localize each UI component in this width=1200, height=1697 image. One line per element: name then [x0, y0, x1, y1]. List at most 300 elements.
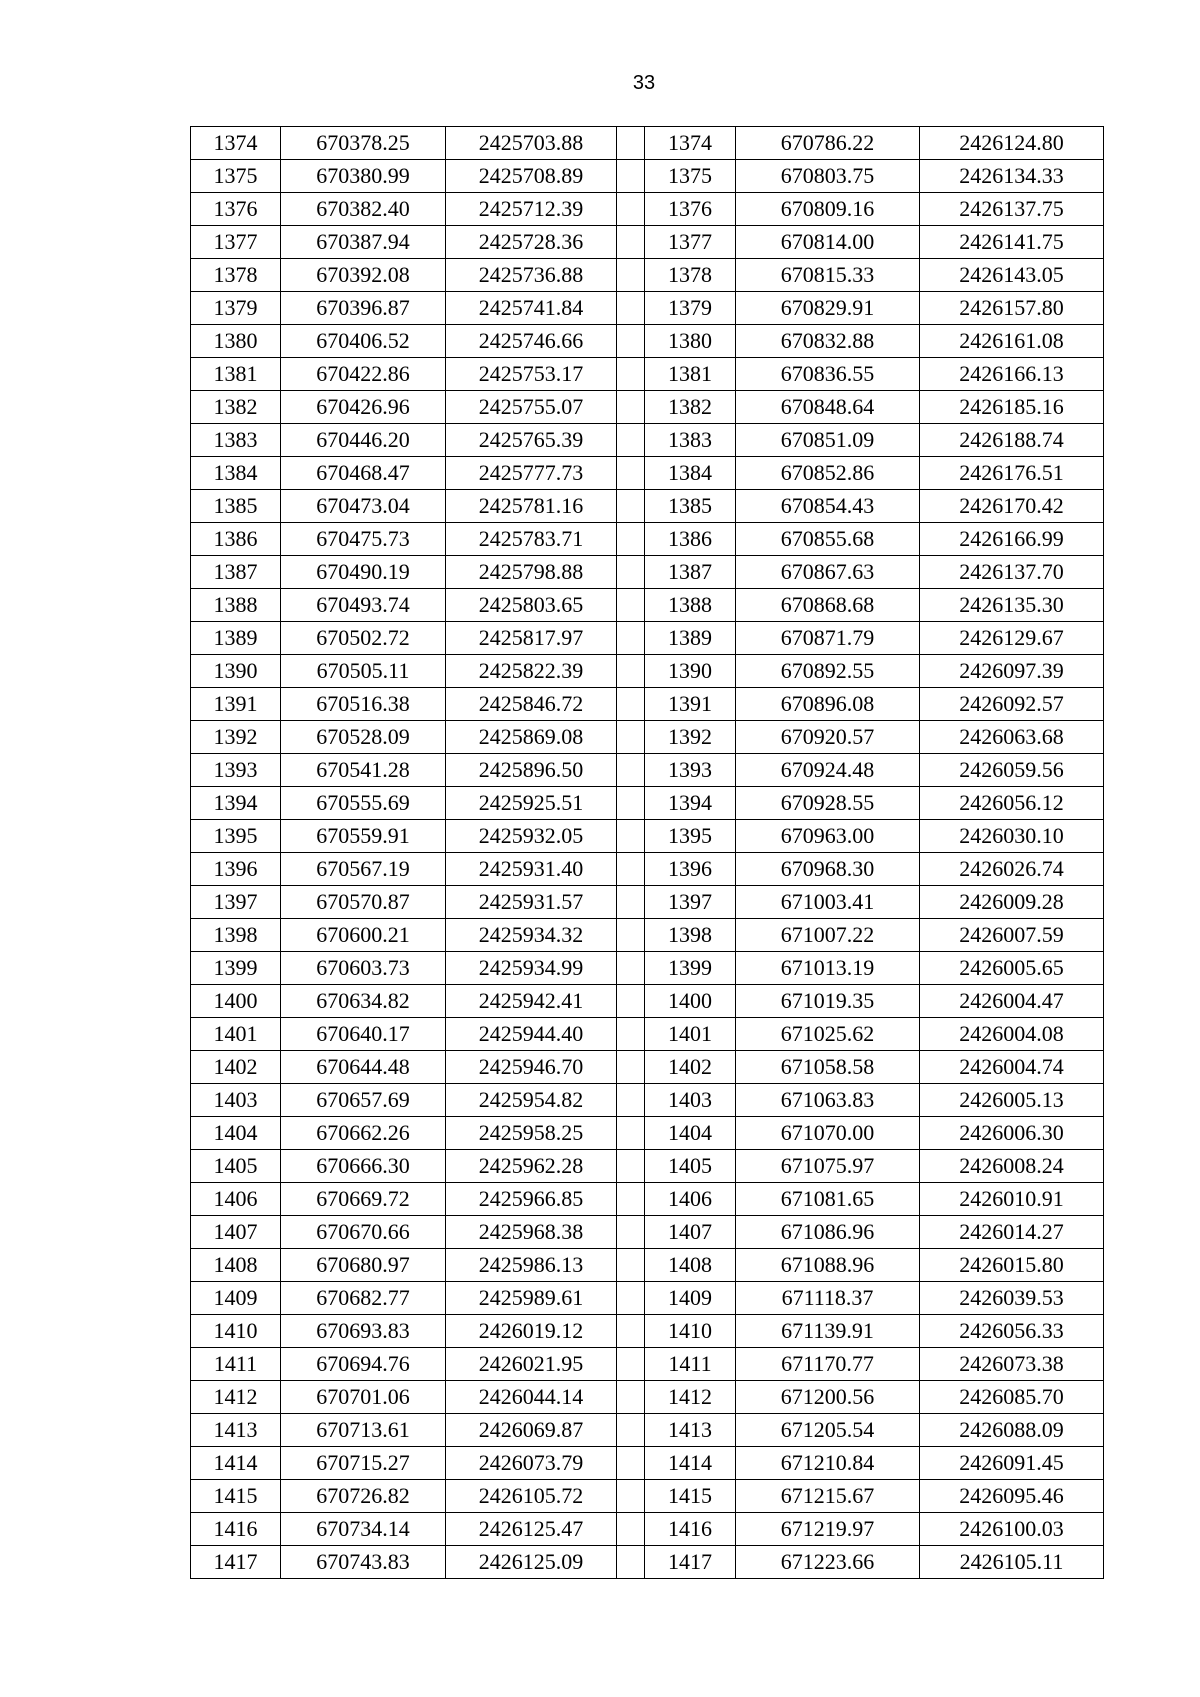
spacer-cell — [617, 424, 645, 457]
right-point-id: 1402 — [645, 1051, 736, 1084]
left-y-coordinate: 2425746.66 — [446, 325, 617, 358]
left-point-id: 1384 — [191, 457, 281, 490]
right-x-coordinate: 671070.00 — [736, 1117, 920, 1150]
left-y-coordinate: 2425989.61 — [446, 1282, 617, 1315]
right-y-coordinate: 2426026.74 — [920, 853, 1104, 886]
table-row — [191, 358, 1104, 391]
spacer-cell — [617, 1084, 645, 1117]
left-x-coordinate: 670392.08 — [281, 259, 446, 292]
right-point-id: 1411 — [645, 1348, 736, 1381]
table-row — [191, 457, 1104, 490]
table-row — [191, 1249, 1104, 1282]
right-x-coordinate: 671013.19 — [736, 952, 920, 985]
left-x-coordinate: 670567.19 — [281, 853, 446, 886]
left-y-coordinate: 2425896.50 — [446, 754, 617, 787]
right-x-coordinate: 670809.16 — [736, 193, 920, 226]
coordinate-table — [190, 126, 1104, 1579]
spacer-cell — [617, 358, 645, 391]
right-x-coordinate: 671058.58 — [736, 1051, 920, 1084]
spacer-cell — [617, 754, 645, 787]
right-x-coordinate: 671019.35 — [736, 985, 920, 1018]
right-point-id: 1406 — [645, 1183, 736, 1216]
left-point-id: 1376 — [191, 193, 281, 226]
left-x-coordinate: 670502.72 — [281, 622, 446, 655]
spacer-cell — [617, 1282, 645, 1315]
left-point-id: 1408 — [191, 1249, 281, 1282]
right-point-id: 1412 — [645, 1381, 736, 1414]
right-y-coordinate: 2426095.46 — [920, 1480, 1104, 1513]
right-y-coordinate: 2426059.56 — [920, 754, 1104, 787]
right-point-id: 1389 — [645, 622, 736, 655]
table-row — [191, 721, 1104, 754]
left-x-coordinate: 670715.27 — [281, 1447, 446, 1480]
right-point-id: 1415 — [645, 1480, 736, 1513]
left-x-coordinate: 670726.82 — [281, 1480, 446, 1513]
right-y-coordinate: 2426166.13 — [920, 358, 1104, 391]
right-point-id: 1398 — [645, 919, 736, 952]
left-y-coordinate: 2425755.07 — [446, 391, 617, 424]
right-y-coordinate: 2426004.74 — [920, 1051, 1104, 1084]
right-x-coordinate: 670815.33 — [736, 259, 920, 292]
spacer-cell — [617, 787, 645, 820]
left-x-coordinate: 670634.82 — [281, 985, 446, 1018]
right-x-coordinate: 670868.68 — [736, 589, 920, 622]
right-x-coordinate: 670803.75 — [736, 160, 920, 193]
left-point-id: 1411 — [191, 1348, 281, 1381]
left-x-coordinate: 670473.04 — [281, 490, 446, 523]
left-x-coordinate: 670701.06 — [281, 1381, 446, 1414]
right-y-coordinate: 2426097.39 — [920, 655, 1104, 688]
table-row — [191, 1348, 1104, 1381]
spacer-cell — [617, 820, 645, 853]
left-point-id: 1395 — [191, 820, 281, 853]
table-row — [191, 391, 1104, 424]
right-point-id: 1395 — [645, 820, 736, 853]
right-x-coordinate: 670786.22 — [736, 127, 920, 160]
table-row — [191, 490, 1104, 523]
left-y-coordinate: 2425944.40 — [446, 1018, 617, 1051]
left-x-coordinate: 670743.83 — [281, 1546, 446, 1579]
spacer-cell — [617, 1348, 645, 1381]
table-row — [191, 919, 1104, 952]
right-x-coordinate: 670928.55 — [736, 787, 920, 820]
left-y-coordinate: 2425777.73 — [446, 457, 617, 490]
table-row — [191, 1150, 1104, 1183]
left-point-id: 1388 — [191, 589, 281, 622]
left-point-id: 1403 — [191, 1084, 281, 1117]
left-point-id: 1417 — [191, 1546, 281, 1579]
right-point-id: 1382 — [645, 391, 736, 424]
left-y-coordinate: 2425736.88 — [446, 259, 617, 292]
left-x-coordinate: 670644.48 — [281, 1051, 446, 1084]
spacer-cell — [617, 1381, 645, 1414]
spacer-cell — [617, 721, 645, 754]
left-x-coordinate: 670446.20 — [281, 424, 446, 457]
left-x-coordinate: 670734.14 — [281, 1513, 446, 1546]
left-y-coordinate: 2425783.71 — [446, 523, 617, 556]
right-point-id: 1386 — [645, 523, 736, 556]
table-row — [191, 754, 1104, 787]
spacer-cell — [617, 556, 645, 589]
left-x-coordinate: 670505.11 — [281, 655, 446, 688]
left-y-coordinate: 2425765.39 — [446, 424, 617, 457]
left-y-coordinate: 2425958.25 — [446, 1117, 617, 1150]
right-point-id: 1387 — [645, 556, 736, 589]
left-y-coordinate: 2425942.41 — [446, 985, 617, 1018]
spacer-cell — [617, 160, 645, 193]
right-x-coordinate: 670855.68 — [736, 523, 920, 556]
right-y-coordinate: 2426009.28 — [920, 886, 1104, 919]
left-y-coordinate: 2425728.36 — [446, 226, 617, 259]
right-x-coordinate: 670892.55 — [736, 655, 920, 688]
left-point-id: 1416 — [191, 1513, 281, 1546]
table-row — [191, 1513, 1104, 1546]
right-point-id: 1404 — [645, 1117, 736, 1150]
left-x-coordinate: 670528.09 — [281, 721, 446, 754]
spacer-cell — [617, 1414, 645, 1447]
left-x-coordinate: 670387.94 — [281, 226, 446, 259]
left-y-coordinate: 2426125.09 — [446, 1546, 617, 1579]
right-point-id: 1407 — [645, 1216, 736, 1249]
right-point-id: 1405 — [645, 1150, 736, 1183]
left-point-id: 1415 — [191, 1480, 281, 1513]
left-x-coordinate: 670541.28 — [281, 754, 446, 787]
right-point-id: 1408 — [645, 1249, 736, 1282]
table-row — [191, 820, 1104, 853]
right-x-coordinate: 671170.77 — [736, 1348, 920, 1381]
left-y-coordinate: 2426019.12 — [446, 1315, 617, 1348]
left-y-coordinate: 2425781.16 — [446, 490, 617, 523]
left-point-id: 1379 — [191, 292, 281, 325]
left-point-id: 1381 — [191, 358, 281, 391]
left-y-coordinate: 2425925.51 — [446, 787, 617, 820]
left-x-coordinate: 670640.17 — [281, 1018, 446, 1051]
right-y-coordinate: 2426004.08 — [920, 1018, 1104, 1051]
left-y-coordinate: 2425946.70 — [446, 1051, 617, 1084]
right-x-coordinate: 671205.54 — [736, 1414, 920, 1447]
left-point-id: 1412 — [191, 1381, 281, 1414]
left-x-coordinate: 670662.26 — [281, 1117, 446, 1150]
left-x-coordinate: 670680.97 — [281, 1249, 446, 1282]
left-point-id: 1400 — [191, 985, 281, 1018]
right-x-coordinate: 671075.97 — [736, 1150, 920, 1183]
spacer-cell — [617, 985, 645, 1018]
right-y-coordinate: 2426124.80 — [920, 127, 1104, 160]
table-row — [191, 424, 1104, 457]
left-x-coordinate: 670378.25 — [281, 127, 446, 160]
spacer-cell — [617, 325, 645, 358]
left-y-coordinate: 2426044.14 — [446, 1381, 617, 1414]
page-number: 33 — [632, 72, 656, 94]
spacer-cell — [617, 853, 645, 886]
right-y-coordinate: 2426092.57 — [920, 688, 1104, 721]
right-x-coordinate: 670814.00 — [736, 226, 920, 259]
left-point-id: 1382 — [191, 391, 281, 424]
table-row — [191, 886, 1104, 919]
left-point-id: 1410 — [191, 1315, 281, 1348]
left-x-coordinate: 670603.73 — [281, 952, 446, 985]
table-row — [191, 1414, 1104, 1447]
right-x-coordinate: 670867.63 — [736, 556, 920, 589]
left-y-coordinate: 2425741.84 — [446, 292, 617, 325]
right-point-id: 1383 — [645, 424, 736, 457]
left-point-id: 1387 — [191, 556, 281, 589]
right-y-coordinate: 2426015.80 — [920, 1249, 1104, 1282]
spacer-cell — [617, 1216, 645, 1249]
left-x-coordinate: 670493.74 — [281, 589, 446, 622]
left-point-id: 1406 — [191, 1183, 281, 1216]
table-row — [191, 952, 1104, 985]
left-point-id: 1389 — [191, 622, 281, 655]
table-row — [191, 1480, 1104, 1513]
spacer-cell — [617, 490, 645, 523]
left-x-coordinate: 670382.40 — [281, 193, 446, 226]
left-y-coordinate: 2425846.72 — [446, 688, 617, 721]
left-x-coordinate: 670559.91 — [281, 820, 446, 853]
table-row — [191, 1546, 1104, 1579]
left-point-id: 1392 — [191, 721, 281, 754]
right-x-coordinate: 670924.48 — [736, 754, 920, 787]
table-row — [191, 1381, 1104, 1414]
right-y-coordinate: 2426141.75 — [920, 226, 1104, 259]
table-row — [191, 292, 1104, 325]
right-x-coordinate: 671139.91 — [736, 1315, 920, 1348]
left-y-coordinate: 2426073.79 — [446, 1447, 617, 1480]
right-point-id: 1410 — [645, 1315, 736, 1348]
spacer-cell — [617, 1150, 645, 1183]
right-point-id: 1388 — [645, 589, 736, 622]
left-point-id: 1386 — [191, 523, 281, 556]
left-y-coordinate: 2425708.89 — [446, 160, 617, 193]
right-x-coordinate: 670836.55 — [736, 358, 920, 391]
left-point-id: 1385 — [191, 490, 281, 523]
table-row — [191, 1084, 1104, 1117]
spacer-cell — [617, 1480, 645, 1513]
right-point-id: 1379 — [645, 292, 736, 325]
left-y-coordinate: 2426021.95 — [446, 1348, 617, 1381]
right-x-coordinate: 670896.08 — [736, 688, 920, 721]
right-x-coordinate: 671081.65 — [736, 1183, 920, 1216]
right-point-id: 1401 — [645, 1018, 736, 1051]
right-x-coordinate: 670920.57 — [736, 721, 920, 754]
left-y-coordinate: 2425798.88 — [446, 556, 617, 589]
left-point-id: 1413 — [191, 1414, 281, 1447]
spacer-cell — [617, 523, 645, 556]
right-point-id: 1390 — [645, 655, 736, 688]
left-point-id: 1396 — [191, 853, 281, 886]
left-point-id: 1404 — [191, 1117, 281, 1150]
right-y-coordinate: 2426188.74 — [920, 424, 1104, 457]
spacer-cell — [617, 952, 645, 985]
right-y-coordinate: 2426056.33 — [920, 1315, 1104, 1348]
spacer-cell — [617, 193, 645, 226]
table-row — [191, 1315, 1104, 1348]
table-body — [191, 127, 1104, 1579]
spacer-cell — [617, 127, 645, 160]
right-y-coordinate: 2426006.30 — [920, 1117, 1104, 1150]
left-x-coordinate: 670490.19 — [281, 556, 446, 589]
left-x-coordinate: 670600.21 — [281, 919, 446, 952]
right-x-coordinate: 670963.00 — [736, 820, 920, 853]
left-y-coordinate: 2426105.72 — [446, 1480, 617, 1513]
right-y-coordinate: 2426134.33 — [920, 160, 1104, 193]
right-y-coordinate: 2426088.09 — [920, 1414, 1104, 1447]
left-point-id: 1409 — [191, 1282, 281, 1315]
table-row — [191, 1447, 1104, 1480]
right-y-coordinate: 2426085.70 — [920, 1381, 1104, 1414]
left-y-coordinate: 2426069.87 — [446, 1414, 617, 1447]
right-x-coordinate: 671219.97 — [736, 1513, 920, 1546]
right-y-coordinate: 2426091.45 — [920, 1447, 1104, 1480]
table-row — [191, 193, 1104, 226]
table-row — [191, 1282, 1104, 1315]
left-x-coordinate: 670657.69 — [281, 1084, 446, 1117]
right-point-id: 1416 — [645, 1513, 736, 1546]
left-point-id: 1393 — [191, 754, 281, 787]
left-x-coordinate: 670693.83 — [281, 1315, 446, 1348]
right-y-coordinate: 2426010.91 — [920, 1183, 1104, 1216]
spacer-cell — [617, 589, 645, 622]
right-x-coordinate: 670968.30 — [736, 853, 920, 886]
left-point-id: 1414 — [191, 1447, 281, 1480]
table-row — [191, 853, 1104, 886]
spacer-cell — [617, 457, 645, 490]
right-x-coordinate: 671223.66 — [736, 1546, 920, 1579]
right-y-coordinate: 2426056.12 — [920, 787, 1104, 820]
table-row — [191, 589, 1104, 622]
left-x-coordinate: 670426.96 — [281, 391, 446, 424]
right-x-coordinate: 670871.79 — [736, 622, 920, 655]
table-row — [191, 127, 1104, 160]
right-point-id: 1380 — [645, 325, 736, 358]
left-point-id: 1402 — [191, 1051, 281, 1084]
table-row — [191, 1051, 1104, 1084]
left-y-coordinate: 2425932.05 — [446, 820, 617, 853]
right-point-id: 1397 — [645, 886, 736, 919]
left-x-coordinate: 670713.61 — [281, 1414, 446, 1447]
left-y-coordinate: 2425931.57 — [446, 886, 617, 919]
table-row — [191, 226, 1104, 259]
right-point-id: 1376 — [645, 193, 736, 226]
left-y-coordinate: 2425822.39 — [446, 655, 617, 688]
table-row — [191, 259, 1104, 292]
right-y-coordinate: 2426137.70 — [920, 556, 1104, 589]
left-x-coordinate: 670694.76 — [281, 1348, 446, 1381]
right-point-id: 1384 — [645, 457, 736, 490]
right-point-id: 1399 — [645, 952, 736, 985]
right-x-coordinate: 671003.41 — [736, 886, 920, 919]
table-row — [191, 1183, 1104, 1216]
right-point-id: 1394 — [645, 787, 736, 820]
spacer-cell — [617, 226, 645, 259]
left-y-coordinate: 2425954.82 — [446, 1084, 617, 1117]
right-point-id: 1378 — [645, 259, 736, 292]
spacer-cell — [617, 1183, 645, 1216]
right-y-coordinate: 2426185.16 — [920, 391, 1104, 424]
spacer-cell — [617, 1018, 645, 1051]
left-x-coordinate: 670396.87 — [281, 292, 446, 325]
table-row — [191, 1018, 1104, 1051]
spacer-cell — [617, 1513, 645, 1546]
left-point-id: 1397 — [191, 886, 281, 919]
right-y-coordinate: 2426004.47 — [920, 985, 1104, 1018]
right-x-coordinate: 671210.84 — [736, 1447, 920, 1480]
left-y-coordinate: 2425968.38 — [446, 1216, 617, 1249]
right-point-id: 1396 — [645, 853, 736, 886]
right-point-id: 1393 — [645, 754, 736, 787]
right-point-id: 1374 — [645, 127, 736, 160]
table-row — [191, 1117, 1104, 1150]
spacer-cell — [617, 1315, 645, 1348]
spacer-cell — [617, 886, 645, 919]
right-y-coordinate: 2426073.38 — [920, 1348, 1104, 1381]
left-x-coordinate: 670666.30 — [281, 1150, 446, 1183]
right-point-id: 1381 — [645, 358, 736, 391]
left-x-coordinate: 670380.99 — [281, 160, 446, 193]
left-point-id: 1394 — [191, 787, 281, 820]
right-x-coordinate: 671200.56 — [736, 1381, 920, 1414]
table-row — [191, 523, 1104, 556]
left-point-id: 1375 — [191, 160, 281, 193]
left-y-coordinate: 2425962.28 — [446, 1150, 617, 1183]
table-row — [191, 688, 1104, 721]
spacer-cell — [617, 1051, 645, 1084]
table-row — [191, 655, 1104, 688]
right-x-coordinate: 671118.37 — [736, 1282, 920, 1315]
right-point-id: 1375 — [645, 160, 736, 193]
left-x-coordinate: 670422.86 — [281, 358, 446, 391]
right-x-coordinate: 671215.67 — [736, 1480, 920, 1513]
left-point-id: 1398 — [191, 919, 281, 952]
spacer-cell — [617, 1546, 645, 1579]
right-y-coordinate: 2426129.67 — [920, 622, 1104, 655]
right-x-coordinate: 671063.83 — [736, 1084, 920, 1117]
left-point-id: 1380 — [191, 325, 281, 358]
left-x-coordinate: 670670.66 — [281, 1216, 446, 1249]
table-row — [191, 556, 1104, 589]
right-x-coordinate: 670832.88 — [736, 325, 920, 358]
right-y-coordinate: 2426005.13 — [920, 1084, 1104, 1117]
table-row — [191, 787, 1104, 820]
right-y-coordinate: 2426063.68 — [920, 721, 1104, 754]
spacer-cell — [617, 622, 645, 655]
left-point-id: 1391 — [191, 688, 281, 721]
right-y-coordinate: 2426014.27 — [920, 1216, 1104, 1249]
right-x-coordinate: 671086.96 — [736, 1216, 920, 1249]
left-point-id: 1383 — [191, 424, 281, 457]
left-point-id: 1399 — [191, 952, 281, 985]
left-point-id: 1390 — [191, 655, 281, 688]
spacer-cell — [617, 391, 645, 424]
right-y-coordinate: 2426137.75 — [920, 193, 1104, 226]
right-x-coordinate: 670829.91 — [736, 292, 920, 325]
right-y-coordinate: 2426105.11 — [920, 1546, 1104, 1579]
right-x-coordinate: 670852.86 — [736, 457, 920, 490]
table-row — [191, 325, 1104, 358]
right-y-coordinate: 2426008.24 — [920, 1150, 1104, 1183]
spacer-cell — [617, 919, 645, 952]
left-point-id: 1377 — [191, 226, 281, 259]
right-point-id: 1392 — [645, 721, 736, 754]
right-y-coordinate: 2426100.03 — [920, 1513, 1104, 1546]
left-y-coordinate: 2425712.39 — [446, 193, 617, 226]
right-x-coordinate: 670851.09 — [736, 424, 920, 457]
left-point-id: 1405 — [191, 1150, 281, 1183]
spacer-cell — [617, 655, 645, 688]
right-y-coordinate: 2426157.80 — [920, 292, 1104, 325]
right-y-coordinate: 2426143.05 — [920, 259, 1104, 292]
right-point-id: 1391 — [645, 688, 736, 721]
